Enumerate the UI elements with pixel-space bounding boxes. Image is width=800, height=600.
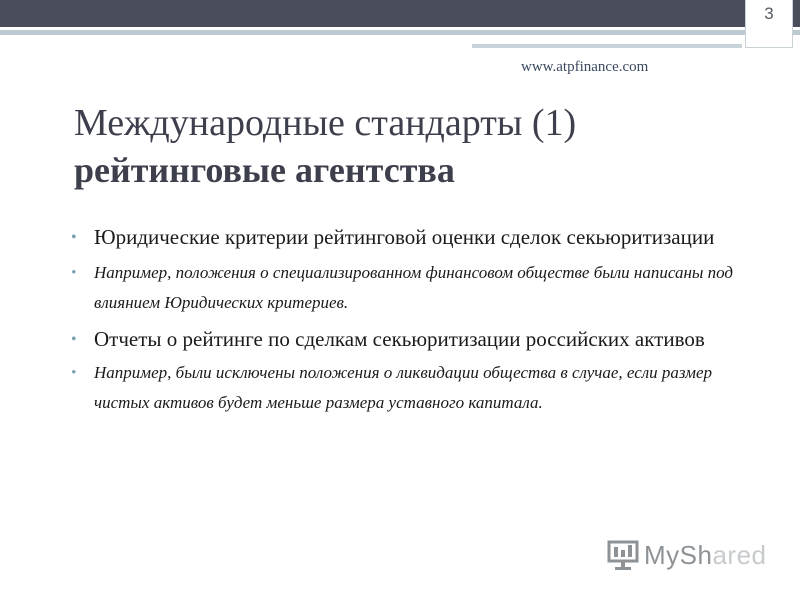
header-band: [0, 0, 800, 27]
bullet-note: [70, 258, 752, 318]
bullet-note: [70, 358, 752, 418]
bullet-list: [70, 222, 752, 418]
bullet-note-text: Например, были исключены положения о ликвидации общества в случае, если размер чистых активов будет меньше размера уставного капитала.: [94, 363, 713, 412]
bullet-icon: •: [71, 365, 77, 381]
bullet-icon: •: [71, 331, 77, 348]
bullet-text: Юридические критерии рейтинговой оценки сделок секьюритизации: [94, 225, 715, 249]
bullet-icon: •: [71, 229, 77, 246]
header-divider: [0, 30, 800, 35]
page-number: 3: [764, 4, 774, 23]
header-accent-line: [472, 44, 742, 48]
bullet-icon: •: [71, 265, 77, 281]
logo-text-faint: ared: [712, 539, 767, 570]
logo-text-strong: MySh: [644, 539, 713, 570]
bullet-item: [70, 222, 752, 252]
site-url: www.atpfinance.com: [521, 59, 649, 75]
page-number-tab: [745, 0, 793, 48]
title-line-1: Международные стандарты (1): [74, 102, 577, 144]
bullet-text: Отчеты о рейтинге по сделкам секьюритизации российских активов: [94, 327, 705, 351]
logo-text: [644, 540, 767, 571]
myshared-logo: [606, 538, 767, 572]
presentation-board-icon: [606, 538, 640, 572]
bullet-note-text: Например, положения о специализированном финансовом обществе были написаны под влиянием Юридических критериев.: [94, 263, 734, 312]
bullet-item: [70, 324, 752, 354]
slide-title: [74, 100, 754, 194]
title-line-2: рейтинговые агентства: [74, 150, 455, 190]
